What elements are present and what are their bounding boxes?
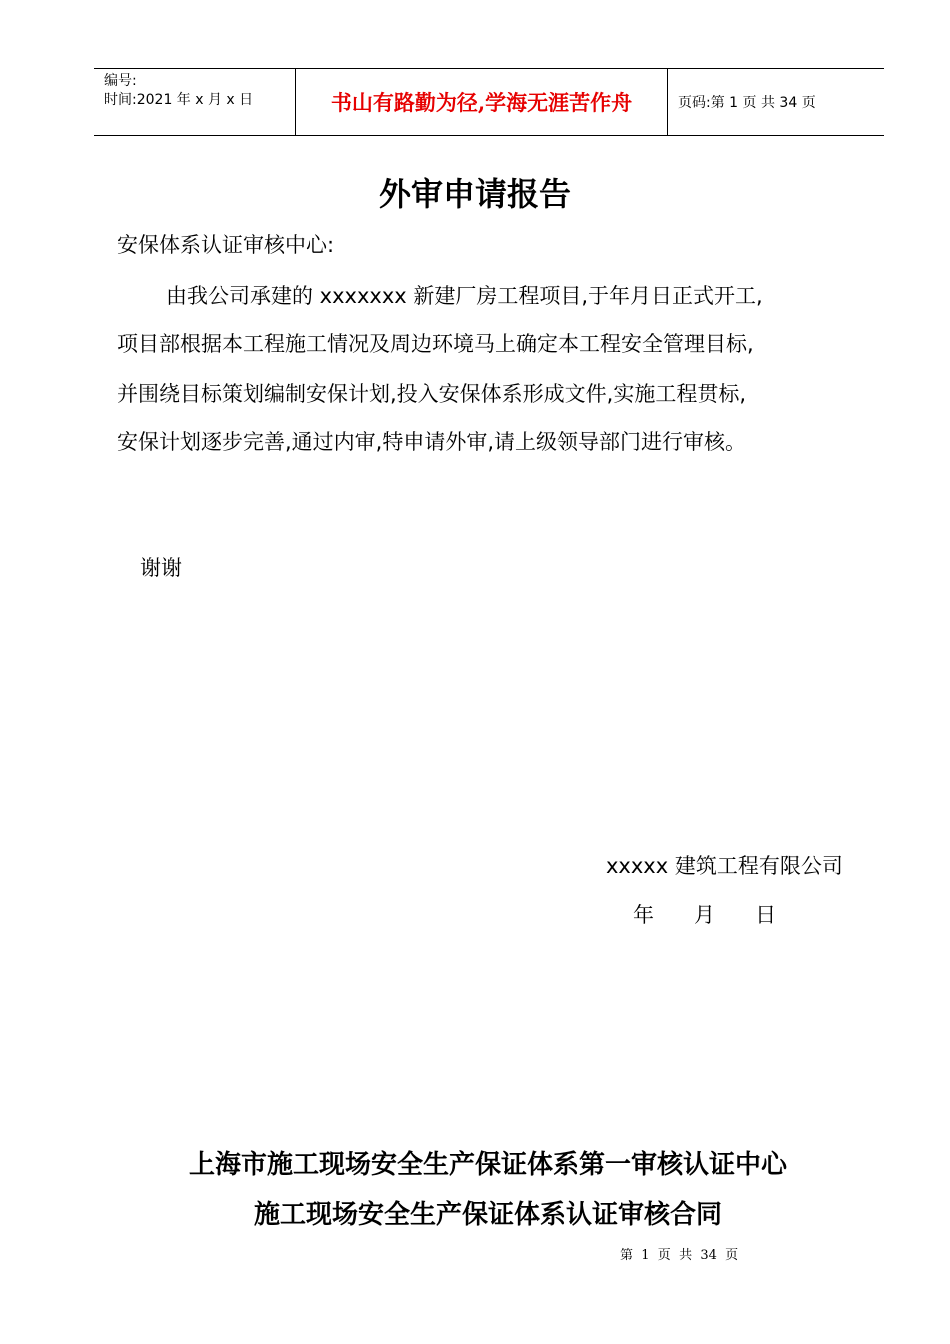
- signature-date: 年 月 日: [633, 903, 777, 927]
- next-doc-heading-1: 上海市施工现场安全生产保证体系第一审核认证中心: [188, 1150, 787, 1180]
- body-line-3: 并围绕目标策划编制安保计划,投入安保体系形成文件,实施工程贯标,: [117, 382, 747, 406]
- body-line-2: 项目部根据本工程施工情况及周边环境马上确定本工程安全管理目标,: [117, 332, 754, 356]
- thanks-text: 谢谢: [140, 556, 182, 580]
- page-info: 页码:第 1 页 共 34 页: [678, 95, 816, 111]
- time-label: 时间:2021 年 x 月 x 日: [104, 92, 254, 108]
- header-page-cell: [668, 69, 884, 135]
- document-title: 外审申请报告: [378, 175, 571, 213]
- serial-label: 编号:: [104, 73, 137, 89]
- salutation: 安保体系认证审核中心:: [117, 233, 335, 257]
- signature-company: xxxxx 建筑工程有限公司: [606, 854, 843, 878]
- footer-page-number: 第 1 页 共 34 页: [620, 1248, 739, 1263]
- page-header-table: [94, 68, 884, 136]
- header-motto-cell: [295, 69, 668, 135]
- next-doc-heading-2: 施工现场安全生产保证体系认证审核合同: [253, 1200, 722, 1230]
- body-line-4: 安保计划逐步完善,通过内审,特申请外审,请上级领导部门进行审核。: [117, 430, 747, 454]
- motto-text: 书山有路勤为径,学海无涯苦作舟: [330, 90, 633, 115]
- body-line-1: 由我公司承建的 xxxxxxx 新建厂房工程项目,于年月日正式开工,: [166, 284, 763, 308]
- header-meta-cell: [94, 69, 295, 135]
